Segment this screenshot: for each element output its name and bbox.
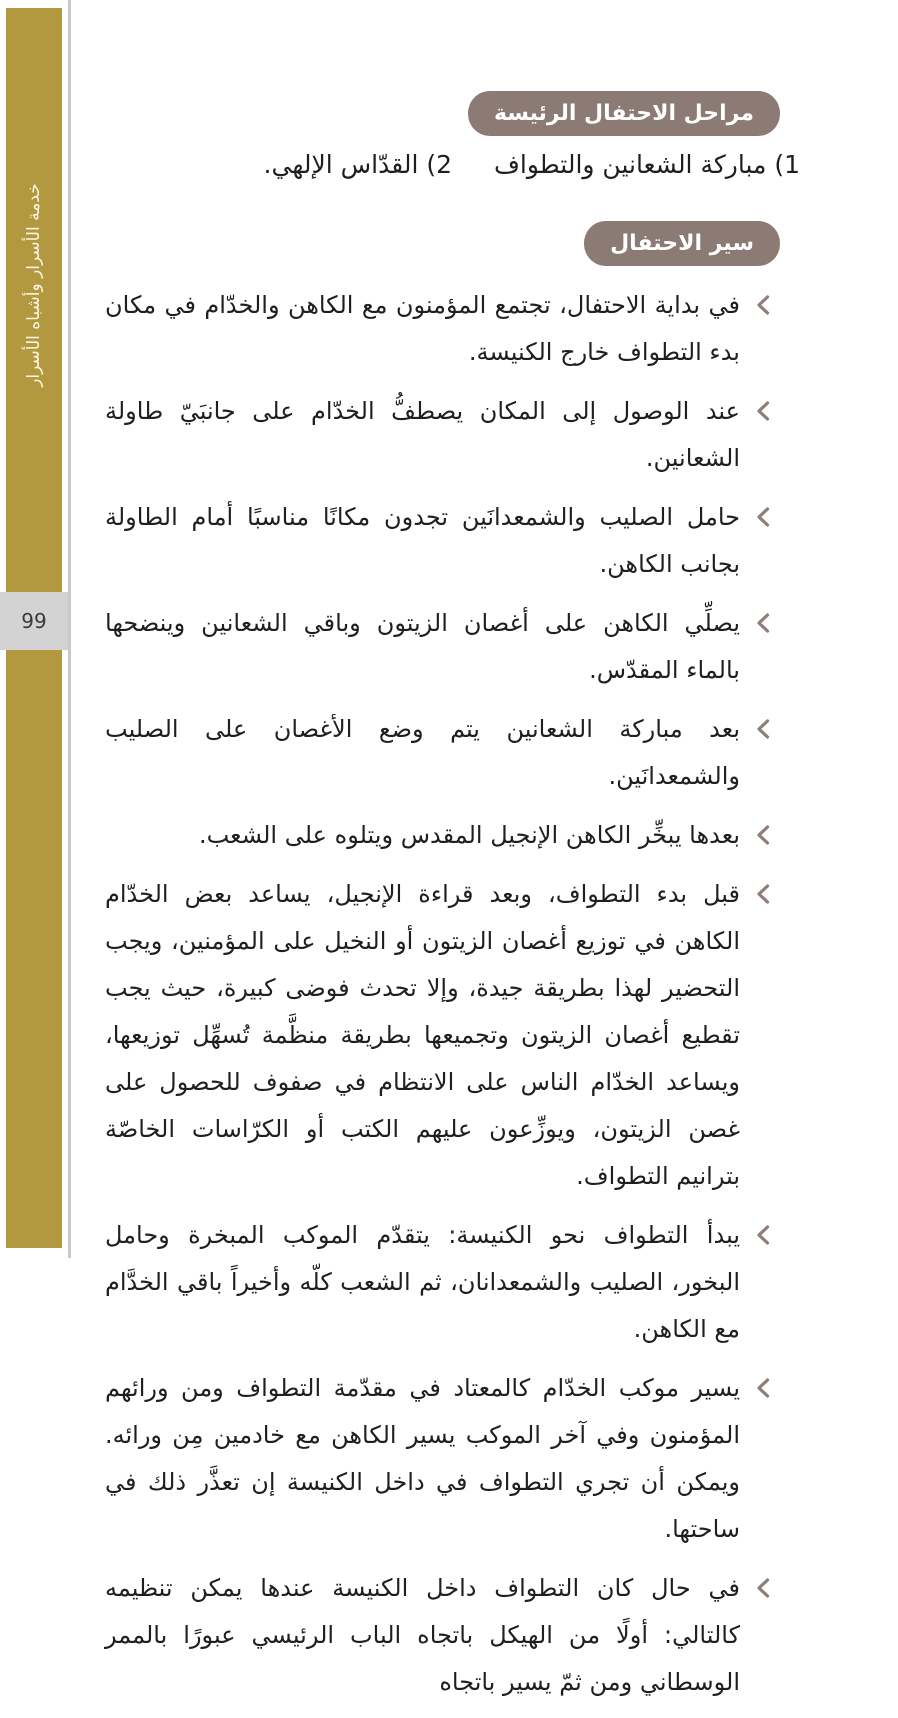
chevron-left-icon [740, 1212, 770, 1353]
list-item [105, 1565, 770, 1706]
list-item [105, 388, 770, 482]
list-item [105, 1212, 770, 1353]
chevron-left-icon [740, 1565, 770, 1706]
spine-chapter-label: خدمة الأسرار وأشباه الأسرار [24, 183, 45, 387]
main-stages-badge: مراحل الاحتفال الرئيسة [468, 91, 780, 136]
list-item-text: عند الوصول إلى المكان يصطفُّ الخدّام على جانبَيّ طاولة الشعانين. [105, 397, 740, 472]
chevron-left-icon [740, 812, 770, 859]
chevron-left-icon [740, 282, 770, 376]
list-item [105, 871, 770, 1200]
list-item-text: يصلِّي الكاهن على أغصان الزيتون وباقي الشعانين وينضحها بالماء المقدّس. [105, 609, 740, 684]
stage-item-2: 2) القدّاس الإلهي. [263, 150, 453, 179]
procession-bullet-list [105, 282, 770, 1718]
list-item [105, 282, 770, 376]
chevron-left-icon [740, 1365, 770, 1553]
list-item [105, 494, 770, 588]
procession-badge: سير الاحتفال [584, 221, 780, 266]
list-item-text: حامل الصليب والشمعدانَين تجدون مكانًا مناسبًا أمام الطاولة بجانب الكاهن. [105, 503, 740, 578]
page-number: 99 [21, 609, 47, 633]
chevron-left-icon [740, 388, 770, 482]
list-item-text: بعدها يبخِّر الكاهن الإنجيل المقدس ويتلوه على الشعب. [198, 821, 740, 849]
stage-item-1: 1) مباركة الشعانين والتطواف [494, 150, 800, 179]
chevron-left-icon [740, 706, 770, 800]
chevron-left-icon [740, 600, 770, 694]
list-item-text: في بداية الاحتفال، تجتمع المؤمنون مع الكاهن والخدّام في مكان بدء التطواف خارج الكنيسة. [105, 291, 740, 366]
chevron-left-icon [740, 871, 770, 1200]
chevron-left-icon [740, 494, 770, 588]
list-item-text: قبل بدء التطواف، وبعد قراءة الإنجيل، يساعد بعض الخدّام الكاهن في توزيع أغصان الزيتون أو النخيل على المؤمنين، ويجب التحضير لهذا بطريقة جيدة، وإلا تحدث فوضى كبيرة، حيث يجب تقطيع أغصان الزيتون وتجميعها بطريقة منظَّمة تُسهِّل توزيعها، ويساعد الخدّام الناس على الانتظام في صفوف للحصول على غصن الزيتون، ويوزِّعون عليهم الكتب أو الكرّاسات الخاصّة بترانيم التطواف. [105, 880, 740, 1190]
list-item [105, 706, 770, 800]
list-item-text: بعد مباركة الشعانين يتم وضع الأغصان على الصليب والشمعدانَين. [105, 715, 740, 790]
list-item [105, 1365, 770, 1553]
list-item-text: يسير موكب الخدّام كالمعتاد في مقدّمة التطواف ومن ورائهم المؤمنون وفي آخر الموكب يسير الكاهن مع خادمين مِن ورائه. ويمكن أن تجري التطواف في داخل الكنيسة إن تعذَّر ذلك في ساحتها. [105, 1374, 740, 1543]
stages-numbered-line [105, 150, 800, 179]
list-item [105, 600, 770, 694]
list-item-text: يبدأ التطواف نحو الكنيسة: يتقدّم الموكب المبخرة وحامل البخور، الصليب والشمعدانان، ثم الشعب كلّه وأخيراً باقي الخدَّام مع الكاهن. [105, 1221, 740, 1343]
list-item [105, 812, 770, 859]
list-item-text: في حال كان التطواف داخل الكنيسة عندها يمكن تنظيمه كالتالي: أولًا من الهيكل باتجاه الباب الرئيسي عبورًا بالممر الوسطاني ومن ثمّ يسير باتجاه [105, 1574, 740, 1696]
